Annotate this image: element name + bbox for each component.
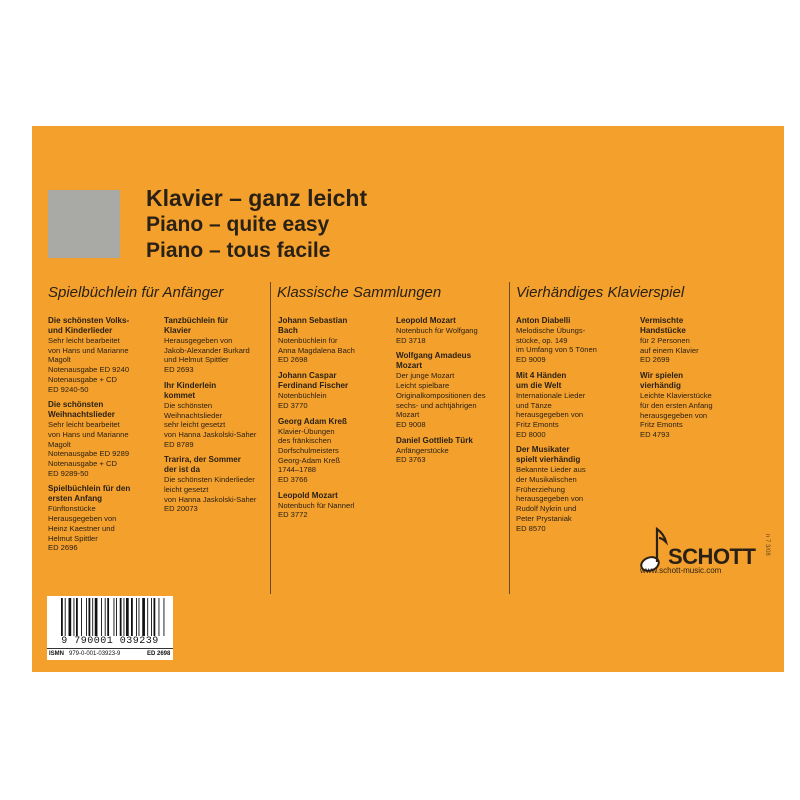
entry-title: Bach xyxy=(278,326,298,335)
entry-text: auf einem Klavier xyxy=(640,345,699,355)
entry-text: Notenausgabe + CD xyxy=(48,374,118,384)
entry-text: von Hanna Jaskolski-Saher xyxy=(164,494,257,504)
entry-text: Früherziehung xyxy=(516,484,565,494)
entry-text: Leichte Klavierstücke xyxy=(640,391,712,401)
catalog-entry xyxy=(48,484,164,553)
entry-text: Anfängerstücke xyxy=(396,445,449,455)
entry-text: Notenbuch für Wolfgang xyxy=(396,326,478,335)
entry-text: für 2 Personen xyxy=(640,336,690,345)
entry-text: Notenausgabe ED 9289 xyxy=(48,449,130,459)
catalog-entry xyxy=(278,417,394,485)
entry-text: herausgegeben von xyxy=(516,494,584,504)
barcode-number: 9 790001 039239 xyxy=(61,636,159,647)
entry-text: Notenausgabe ED 9240 xyxy=(48,365,130,375)
entry-text: herausgegeben von xyxy=(640,410,708,420)
entry-text: ED 8000 xyxy=(516,429,546,439)
entry-text: ED 9240-50 xyxy=(48,384,89,394)
entry-text: Melodische Übungs- xyxy=(516,326,586,335)
barcode-label xyxy=(47,596,173,660)
entry-text: ED 2696 xyxy=(48,543,78,553)
title-german: Klavier – ganz leicht xyxy=(146,185,368,211)
entry-title: Johann Sebastian xyxy=(278,316,348,325)
entry-title: Wir spielen xyxy=(640,371,684,381)
entry-text: ED 20073 xyxy=(164,504,198,514)
entry-text: Notenausgabe + CD xyxy=(48,459,118,469)
entry-text: ED 8789 xyxy=(164,439,194,449)
entry-title: kommet xyxy=(164,390,196,400)
entry-text: Die schönsten Kinderlieder xyxy=(164,475,255,485)
entry-text: Rudolf Nykrin und xyxy=(516,504,577,514)
category-four-hands: Vierhändiges Klavierspiel xyxy=(516,284,685,301)
entry-text: Magolt xyxy=(48,439,71,449)
ismn-label: ISMN xyxy=(49,651,64,657)
entry-text: stücke, op. 149 xyxy=(516,335,568,345)
catalog-entry xyxy=(164,381,280,450)
entry-text: leicht gesetzt xyxy=(164,485,209,495)
entry-title: spielt vierhändig xyxy=(516,455,581,465)
entry-title: Vermischte xyxy=(640,316,684,325)
entry-text: von Hanna Jaskolski-Saher xyxy=(164,429,257,439)
column-3 xyxy=(278,316,394,526)
entry-title: Klavier xyxy=(164,326,191,335)
entry-text: Mozart xyxy=(396,410,420,420)
entry-title: Tanzbüchlein für xyxy=(164,316,229,325)
gray-square xyxy=(48,190,120,258)
entry-title: um die Welt xyxy=(516,380,562,390)
entry-text: von Hans und Marianne xyxy=(48,429,129,439)
entry-text: ED 4793 xyxy=(640,429,670,439)
entry-title: Leopold Mozart xyxy=(396,316,456,325)
entry-title: Spielbüchlein für den xyxy=(48,484,131,494)
entry-title: Der Musikater xyxy=(516,445,570,455)
catalog-entry xyxy=(278,316,394,365)
category-beginners: Spielbüchlein für Anfänger xyxy=(48,284,224,301)
entry-text: Sehr leicht bearbeitet xyxy=(48,336,120,345)
entry-title: Daniel Gottlieb Türk xyxy=(396,435,473,445)
entry-text: ED 9289-50 xyxy=(48,468,89,478)
entry-text: Herausgegeben von xyxy=(48,514,117,524)
entry-text: Klavier-Übungen xyxy=(278,426,335,436)
entry-title: Mozart xyxy=(396,361,423,371)
entry-text: Die schönsten xyxy=(164,400,213,410)
entry-text: 1744–1788 xyxy=(278,465,317,475)
entry-text: ED 3766 xyxy=(278,475,308,485)
print-code: n 7 3/08 xyxy=(764,534,770,556)
publisher-url: www.schott-music.com xyxy=(640,566,722,575)
catalog-entry xyxy=(516,371,632,440)
entry-text: Peter Prystaniak xyxy=(516,513,572,523)
entry-text: Heinz Kaestner und xyxy=(48,523,115,533)
entry-text: Georg-Adam Kreß xyxy=(278,455,341,465)
catalog-entry xyxy=(396,316,512,345)
entry-title: der ist da xyxy=(164,465,200,475)
entry-text: ED 3718 xyxy=(396,335,426,345)
entry-title: und Kinderlieder xyxy=(48,326,113,335)
entry-text: Notenbüchlein für xyxy=(278,336,338,345)
entry-text: herausgegeben von xyxy=(516,410,584,420)
catalog-entry xyxy=(396,436,512,465)
catalog-entry xyxy=(48,316,164,394)
title-french: Piano – tous facile xyxy=(146,239,331,262)
entry-title: Trarira, der Sommer xyxy=(164,455,241,465)
entry-text: Anna Magdalena Bach xyxy=(278,345,355,355)
entry-title: ersten Anfang xyxy=(48,494,103,504)
entry-title: Leopold Mozart xyxy=(278,490,338,500)
entry-title: Ihr Kinderlein xyxy=(164,380,217,390)
entry-text: ED 9009 xyxy=(516,355,546,365)
catalog-entry xyxy=(396,351,512,429)
column-2 xyxy=(164,316,280,520)
ismn-row xyxy=(47,648,173,661)
entry-text: Magolt xyxy=(48,355,71,365)
category-classical: Klassische Sammlungen xyxy=(277,284,442,301)
entry-title: Ferdinand Fischer xyxy=(278,381,349,391)
entry-text: Notenbüchlein xyxy=(278,391,327,401)
entry-text: Fritz Emonts xyxy=(516,419,559,429)
ismn-number: 979-0-001-03923-9 xyxy=(69,651,121,657)
title-block xyxy=(146,184,367,264)
entry-text: für den ersten Anfang xyxy=(640,400,713,410)
column-5 xyxy=(516,316,632,539)
entry-title: vierhändig xyxy=(640,381,681,391)
entry-text: Notenbuch für Nannerl xyxy=(278,500,355,510)
entry-text: Sehr leicht bearbeitet xyxy=(48,420,120,430)
entry-title: Wolfgang Amadeus xyxy=(396,351,472,361)
entry-text: von Hans und Marianne xyxy=(48,345,129,355)
catalog-entry xyxy=(48,400,164,478)
entry-text: ED 9008 xyxy=(396,419,426,429)
catalog-entry xyxy=(516,445,632,533)
column-6 xyxy=(640,316,756,446)
entry-text: Weihnachtslieder xyxy=(164,410,223,420)
entry-text: ED 2698 xyxy=(278,355,308,365)
catalog-entry xyxy=(164,316,280,375)
entry-text: Herausgegeben von xyxy=(164,336,233,345)
entry-title: Die schönsten xyxy=(48,400,104,410)
entry-title: Weihnachtslieder xyxy=(48,410,115,420)
catalog-entry xyxy=(640,371,756,440)
entry-text: des fränkischen xyxy=(278,436,332,446)
catalog-entry xyxy=(640,316,756,365)
entry-text: Leicht spielbare xyxy=(396,381,450,391)
entry-text: sechs- und achtjährigen xyxy=(396,400,477,410)
entry-text: Fritz Emonts xyxy=(640,420,683,430)
title-english: Piano – quite easy xyxy=(146,213,330,236)
entry-text: Fünftonstücke xyxy=(48,504,96,514)
entry-title: Die schönsten Volks- xyxy=(48,316,130,325)
entry-text: ED 8570 xyxy=(516,523,546,533)
entry-text: ED 3770 xyxy=(278,400,308,410)
entry-text: Internationale Lieder xyxy=(516,390,586,400)
entry-text: Jakob-Alexander Burkard xyxy=(164,345,250,355)
entry-title: Anton Diabelli xyxy=(516,316,571,325)
entry-text: und Helmut Spittler xyxy=(164,355,229,365)
entry-title: Mit 4 Händen xyxy=(516,370,567,380)
entry-text: im Umfang von 5 Tönen xyxy=(516,345,597,355)
entry-text: Der junge Mozart xyxy=(396,371,455,381)
entry-title: Georg Adam Kreß xyxy=(278,416,347,426)
entry-text: Originalkompositionen des xyxy=(396,390,486,400)
entry-text: ED 2693 xyxy=(164,365,194,375)
entry-text: sehr leicht gesetzt xyxy=(164,420,226,430)
entry-title: Johann Caspar xyxy=(278,371,337,381)
entry-text: ED 3772 xyxy=(278,510,308,520)
catalog-entry xyxy=(164,455,280,514)
edition-number: ED 2698 xyxy=(147,651,171,657)
publisher-name: SCHOTT xyxy=(668,544,756,569)
catalog-entry xyxy=(516,316,632,365)
entry-text: und Tänze xyxy=(516,400,552,410)
column-1 xyxy=(48,316,164,559)
barcode-icon xyxy=(61,598,165,636)
entry-text: ED 2699 xyxy=(640,355,670,365)
entry-text: Bekannte Lieder aus xyxy=(516,465,586,475)
catalog-entry xyxy=(278,491,394,520)
entry-text: Helmut Spittler xyxy=(48,533,98,543)
entry-text: Dorfschulmeisters xyxy=(278,445,339,455)
entry-text: der Musikalischen xyxy=(516,475,577,485)
column-4 xyxy=(396,316,512,471)
catalog-entry xyxy=(278,371,394,410)
entry-title: Handstücke xyxy=(640,326,686,335)
entry-text: ED 3763 xyxy=(396,455,426,465)
